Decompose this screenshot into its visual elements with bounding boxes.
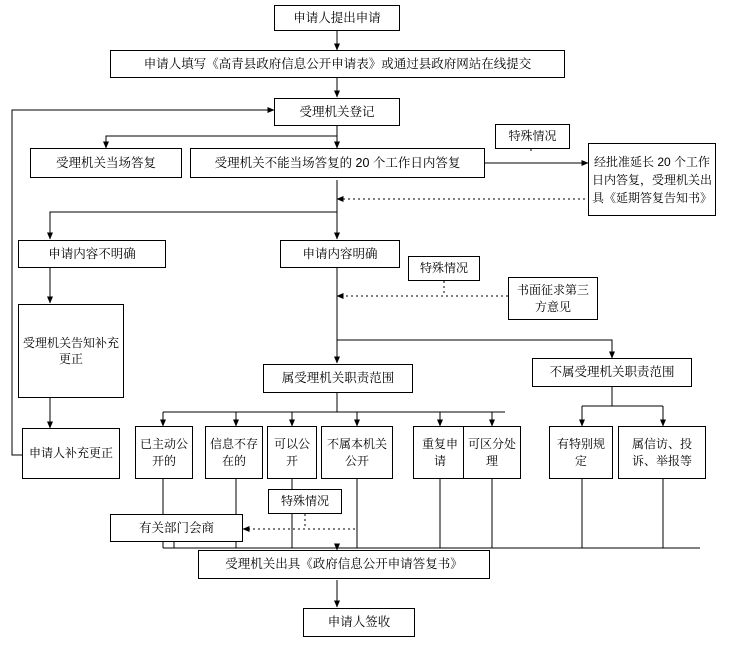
node-can-disclose[interactable]: 可以公开 [267, 426, 317, 479]
node-registration[interactable]: 受理机关登记 [274, 98, 400, 126]
node-reply-document[interactable]: 受理机关出具《政府信息公开申请答复书》 [198, 550, 490, 579]
node-applicant-submits[interactable]: 申请人提出申请 [274, 5, 400, 31]
node-outside-scope[interactable]: 不属受理机关职责范围 [532, 358, 692, 387]
node-notify-supplement[interactable]: 受理机关告知补充更正 [18, 304, 124, 398]
node-already-disclosed[interactable]: 已主动公开的 [135, 426, 193, 479]
node-application-clear[interactable]: 申请内容明确 [280, 240, 400, 268]
node-special-case-3[interactable]: 特殊情况 [268, 489, 342, 514]
node-special-rules[interactable]: 有特别规定 [549, 426, 613, 479]
node-onsite-reply[interactable]: 受理机关当场答复 [30, 148, 182, 178]
node-applicant-receives[interactable]: 申请人签收 [303, 608, 415, 637]
node-fill-form[interactable]: 申请人填写《高青县政府信息公开申请表》或通过县政府网站在线提交 [110, 50, 565, 78]
node-applicant-supplement[interactable]: 申请人补充更正 [22, 428, 120, 479]
node-separable-handling[interactable]: 可区分处理 [463, 426, 521, 479]
node-petition-complaint[interactable]: 属信访、投诉、举报等 [618, 426, 706, 479]
node-info-not-exist[interactable]: 信息不存在的 [205, 426, 263, 479]
node-special-case-1[interactable]: 特殊情况 [495, 124, 570, 149]
node-third-party-opinion[interactable]: 书面征求第三方意见 [508, 277, 598, 320]
node-not-this-agency[interactable]: 不属本机关公开 [321, 426, 393, 479]
node-special-case-2[interactable]: 特殊情况 [408, 256, 480, 281]
node-application-unclear[interactable]: 申请内容不明确 [18, 240, 166, 268]
node-duplicate-request[interactable]: 重复申请 [413, 426, 467, 479]
node-departments-consult[interactable]: 有关部门会商 [110, 514, 243, 542]
node-extension-notice[interactable]: 经批准延长 20 个工作日内答复，受理机关出具《延期答复告知书》 [588, 143, 716, 216]
node-within-scope[interactable]: 属受理机关职责范围 [263, 364, 413, 393]
node-20-working-days[interactable]: 受理机关不能当场答复的 20 个工作日内答复 [190, 148, 485, 178]
